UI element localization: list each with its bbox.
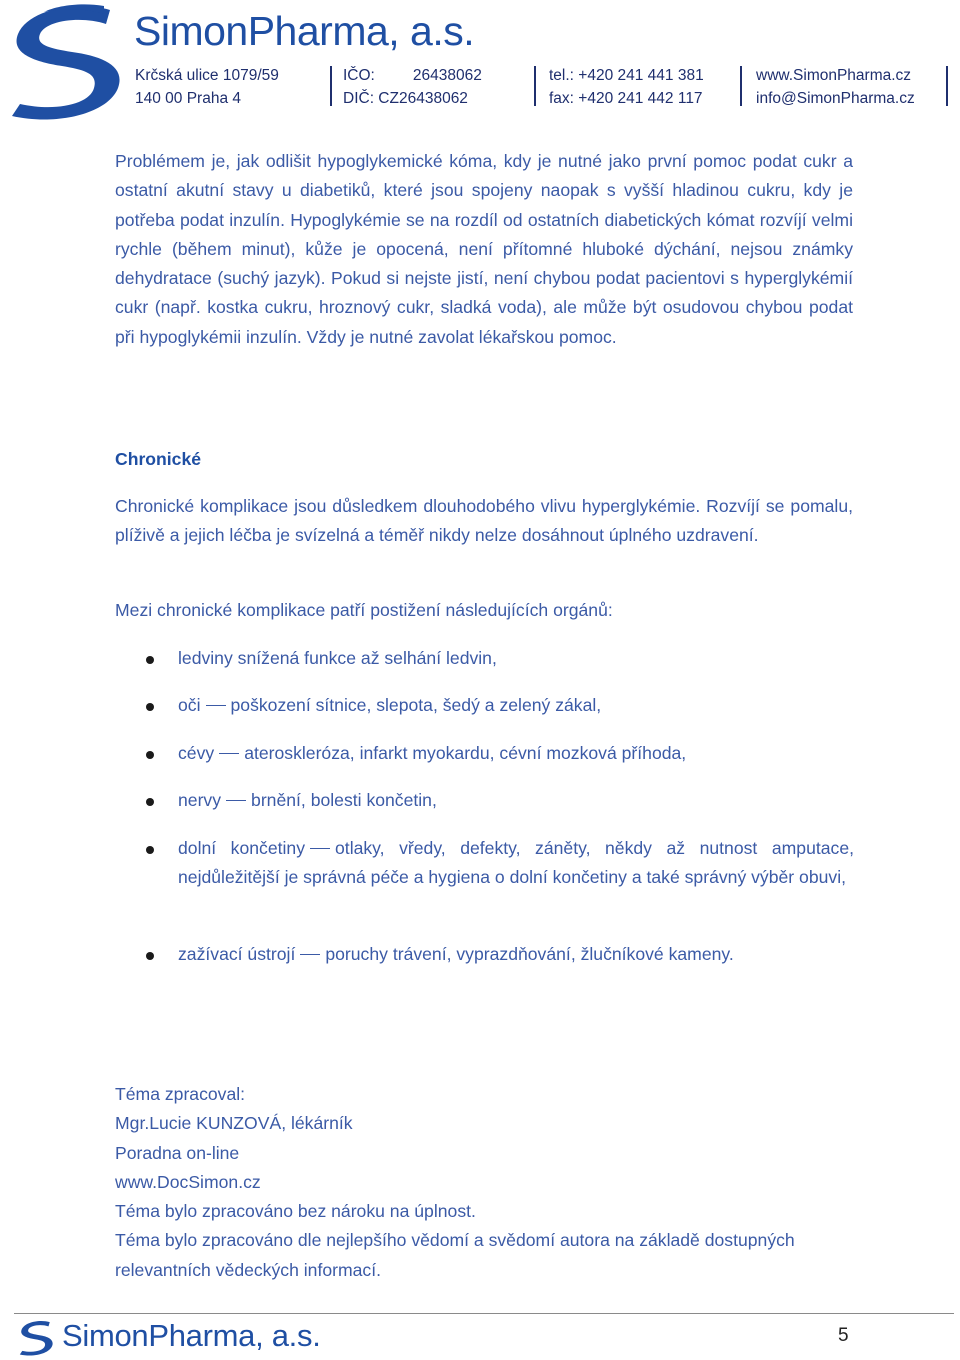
- web-contact: [756, 64, 915, 110]
- item-term: oči: [178, 695, 201, 715]
- bullet-icon: [146, 703, 154, 711]
- phone-fax: tel.: +420 241 441 381 fax: +420 241 442 117: [549, 67, 704, 107]
- bullet-icon: [146, 751, 154, 759]
- author-credits: Téma zpracoval: Mgr.Lucie KUNZOVÁ, lékárník Poradna on-line www.DocSimon.cz Téma bylo zpracováno bez nároku na úplnost. Téma bylo zpracováno dle nejlepšího vědomí a svědomí autora na základě dostupných relevantních vědeckých informací.: [115, 1084, 795, 1280]
- header-divider: [740, 66, 742, 106]
- company-name: SimonPharma, a.s.: [134, 8, 475, 54]
- website-link[interactable]: www.SimonPharma.cz: [756, 67, 912, 84]
- dash: [219, 753, 239, 755]
- section-heading: Chronické: [115, 449, 202, 469]
- item-desc: snížená funkce až selhání ledvin,: [237, 648, 497, 668]
- header-divider: [534, 66, 536, 106]
- bullet-icon: [146, 656, 154, 664]
- bullet-icon: [146, 952, 154, 960]
- item-term: zažívací ústrojí: [178, 944, 296, 964]
- section-paragraph: Chronické komplikace jsou důsledkem dlouhodobého vlivu hyperglykémie. Rozvíjí se pomalu, plíživě a jejich léčba je svízelná a téměř nikdy nelze dosáhnout úplného uzdravení.: [115, 496, 853, 546]
- address: Krčská ulice 1079/59 140 00 Praha 4: [135, 67, 279, 107]
- item-desc: brnění, bolesti končetin,: [251, 790, 437, 810]
- item-term: ledviny: [178, 648, 233, 668]
- list-intro: Mezi chronické komplikace patří postižení následujících orgánů:: [115, 600, 613, 620]
- header-divider: [946, 66, 948, 106]
- dash: [300, 954, 320, 956]
- footer-divider: [14, 1313, 954, 1314]
- item-desc: otlaky, vředy, defekty, záněty, někdy až nutnost amputace, nejdůležitější je správná péče a hygiena o dolní končetiny a také správný výběr obuvi,: [178, 838, 854, 888]
- footer-company-name: SimonPharma, a.s.: [62, 1318, 321, 1353]
- email-link[interactable]: info@SimonPharma.cz: [756, 90, 915, 107]
- author-name: Mgr.Lucie KUNZOVÁ, lékárník: [115, 1113, 353, 1134]
- docsimon-link[interactable]: www.DocSimon.cz: [115, 1171, 261, 1192]
- item-desc: poškození sítnice, slepota, šedý a zelený zákal,: [230, 695, 602, 715]
- bullet-icon: [146, 798, 154, 806]
- item-term: cévy: [178, 743, 215, 763]
- dash: [226, 800, 246, 802]
- page-number: 5: [838, 1325, 849, 1346]
- dash: [206, 705, 226, 707]
- bullet-icon: [146, 846, 154, 854]
- dash: [310, 848, 330, 850]
- intro-paragraph: Problémem je, jak odlišit hypoglykemické kóma, kdy je nutné jako první pomoc podat cukr a ostatní akutní stavy u diabetiků, které jsou spojeny naopak s vyšší hladinou cukru, kdy je potřeba podat inzulín. Hypoglykémie se na rozdíl od ostatních diabetických kómat rozvíjí velmi rychle (během minut), kůže je opocená, není přítomné hluboké dýchání, nejsou známky dehydratace (suchý jazyk). Pokud si nejste jistí, není chybou podat pacientovi s hyperglykémií cukr (např. kostka cukru, hroznový cukr, sladká voda), ale může být osudovou chybou podat při hypoglykémii inzulín. Vždy je nutné zavolat lékařskou pomoc.: [115, 151, 853, 347]
- company-ids: IČO: 26438062 DIČ: CZ26438062: [343, 67, 482, 107]
- simonpharma-logo-icon: [18, 1319, 54, 1357]
- item-term: dolní končetiny: [178, 838, 306, 858]
- item-desc: poruchy trávení, vyprazdňování, žlučníkové kameny.: [325, 944, 734, 964]
- header-divider: [330, 66, 332, 106]
- item-term: nervy: [178, 790, 222, 810]
- item-desc: ateroskleróza, infarkt myokardu, cévní mozková příhoda,: [244, 743, 687, 763]
- letterhead: [0, 0, 960, 120]
- simonpharma-logo-icon: [6, 4, 124, 120]
